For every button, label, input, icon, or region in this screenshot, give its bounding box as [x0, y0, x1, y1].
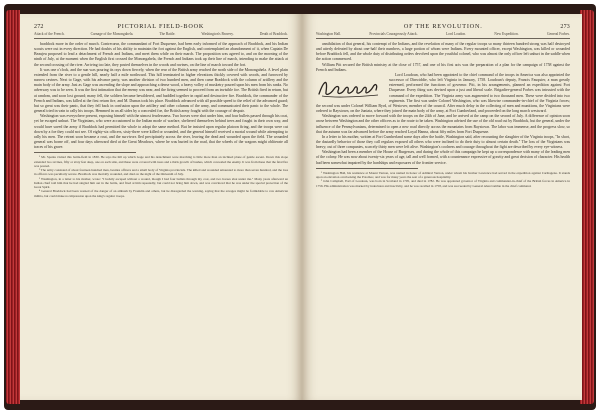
running-title: OF THE REVOLUTION.: [403, 23, 483, 30]
footnote: ² The army consisted of about fourteen hundred men, besides officers and a small body of Virginia provincials. The killed and wounded amounted to more than seven hundred, and the loss in officers was peculiarly severe. Braddock was mortally wounded, and died on the night of the thirteenth of July.: [34, 168, 288, 177]
subject-heading: Provincials Courageously Attack.: [369, 32, 418, 36]
signature-icon: [316, 74, 384, 100]
subject-heading: Lord Loudon.: [445, 32, 466, 36]
subject-heading: Death of Braddock.: [259, 32, 288, 36]
subject-headings: [316, 32, 570, 39]
right-page: [302, 14, 582, 400]
left-page-edge: [6, 10, 20, 404]
footnote: ¹ Washington Hall, his residence at Mount Vernon, was named in honor of Admiral Vernon, under whom his brother Lawrence had served in the expedition against Carthagena. It stands upon an elevation overlooking the Potomac, and was for many years the seat of a generous hospitality.: [316, 170, 570, 179]
subject-headings: [34, 32, 288, 39]
footnote-divider: [316, 168, 418, 169]
paragraph: annihilation of that general, his contempt of the Indians, and the revelation of many of the regular troops so many thirteen hundred strong was half destroyed and utterly defeated by about one-half their numbers, a large portion of whom were Indians. Every mounted officer, except Washington, was killed or wounded before Braddock fell, and the whole duty of distributing orders devolved upon the youthful colonel, who was almost the only officer left unhurt in the saddle when the action commenced.: [316, 42, 570, 62]
left-page: [20, 14, 302, 400]
running-header: [316, 23, 570, 30]
page-number: 273: [560, 24, 570, 30]
subject-heading: Washington Hall.: [316, 32, 342, 36]
subject-heading: General Forbes.: [547, 32, 570, 36]
loudoun-signature-image: [316, 74, 384, 100]
paragraph: Lord Loudoun, who had been appointed to the chief command of the troops in America was also appointed the successor of Dinwiddie, who left Virginia in January, 1758. Loudoun's deputy, Francis Fauquier, a man greatly esteemed, performed the functions of governor. Pitt, in his arrangements, planned an expedition against Fort Duquesne. Every thing was devised upon a just and liberal scale. Brigadier-general Forbes was intrusted with the command of the expedition. The Virginia army was augmented to two thousand men. These were divided into two regiments. The first was under Colonel Washington, who was likewise commander-in-chief of the Virginia forces; the second was under Colonel William Byrd, of Westover, member of the council. After much delay in the collecting of men and munitions, the Virginians were ordered to Raystown, on the Juniata, where they joined the main body of the army, at Fort Cumberland, and proceeded on the long march westward.: [316, 72, 570, 114]
running-title: PICTORIAL FIELD-BOOK: [117, 23, 205, 30]
paragraph: braddock more in the order of march. Contrecœur, the commandant of Fort Duquesne, had been early informed of the approach of Braddock, and his Indian scouts were out in every direction. He had doubts of his ability to maintain the fort against the English, and contemplated an abandonment of it, when Captain De Beaujeu proposed to lead a detachment of French and Indians, and meet them while on their march. The proposition was agreed to, and on the morning of the ninth of July, at the moment when the English first crossed the Monongahela, the French and Indians took up their line of march, intending to make the attack at the second crossing of the river. Arriving too late, they posted themselves in the woods and ravines, on the line of march toward the fort.: [34, 42, 288, 67]
right-page-edge: [580, 10, 594, 404]
footnote-divider: [34, 152, 136, 153]
subject-heading: New Expedition.: [494, 32, 519, 36]
paragraph: Washington was everywhere present, exposing himself with the utmost fearlessness. Two horses were shot under him, and four bullets passed through his coat, yet he escaped unhurt. The Virginians, who were accustomed to the Indian mode of warfare, sheltered themselves behind trees and fought in their own way, and would have saved the army if Braddock had permitted the whole to adopt the same method. But he insisted upon regular platoon firing, and the troops were cut down by a foe they could not see. Of eighty-six officers, sixty-three were killed or wounded, and the general himself received a mortal wound while attempting to rally his men. The retreat soon became a rout, and the survivors fled precipitately across the river, leaving the dead and wounded upon the field. The wounded general was borne off, and four days afterward died at the Great Meadows, where he was buried in the road, that the wheels of the wagons might obliterate all traces of his grave.: [34, 114, 288, 150]
body-text: [34, 42, 288, 150]
footnote: ³ Washington, in a letter to his mother, wrote: "I luckily escaped without a wound, though I had four bullets through my coat, and two horses shot under me." Many years afterward an Indian chief told him that he had singled him out in the battle, and fired at him repeatedly, but could not bring him down, and was convinced that he was under the special protection of the Great Spirit.: [34, 176, 288, 190]
page-number: 272: [34, 24, 44, 30]
paragraph: William Pitt secured the British ministry at the close of 1757, and one of his first acts was the preparation of a plan for the campaign of 1758 against the French and Indians.: [316, 62, 570, 72]
paragraph: Washington had been a member of the House of Burgesses, and during the whole of this campaign he kept up a correspondence with many of the leading men of the colony. He was now about twenty-six years of age, tall and well formed, with a countenance expressive of gravity and great decision of character. His health had been somewhat impaired by the hardships and exposures of the frontier service.: [316, 150, 570, 165]
book-spread: [4, 4, 596, 410]
subject-heading: The Battle.: [159, 32, 176, 36]
footnote: ² John Campbell, Earl of Loudoun, was born in Scotland in 1705, and died in 1782. He was appointed governor of Virginia and commander-in-chief of the British forces in America in 1756. His administration was marked by indecision and inactivity, and he was recalled in 1758, and was succeeded by General Abercrombie in the chief command.: [316, 179, 570, 188]
footnote: ⁴ General Braddock had been warned of the danger of an ambush by Franklin and others, but he disregarded the warning, saying that the savages might be formidable to raw American militia, but could make no impression upon the king's regular troops.: [34, 189, 288, 198]
paragraph: Washington was ordered to move forward with the troops on the 24th of June, and he arrived at the camp on the second of July. A difference of opinion soon arose between Washington and the other officers as to the route to be taken. Washington advised the use of the old road cut by Braddock, but the general, under the influence of the Pennsylvanians, determined to open a new road directly across the mountains from Raystown. The labor was immense, and the progress slow, so that the autumn was far advanced before the army reached Loyal Hanna, about fifty miles from Fort Duquesne.: [316, 114, 570, 134]
footnotes: [34, 155, 288, 198]
subject-heading: Attack of the French.: [34, 32, 65, 36]
subject-heading: Washington's Bravery.: [201, 32, 234, 36]
footnotes: [316, 171, 570, 188]
running-header: [34, 23, 288, 30]
body-text: [316, 42, 570, 166]
subject-heading: Carnage of the Monongahela.: [90, 32, 134, 36]
paragraph: In a letter to his mother, written at Fort Cumberland some days after the battle, Washington said, after recounting the slaughter of the Virginia troops, "In short, the dastardly behavior of those they call regulars exposed all others who were inclined to do their duty to almost certain death." The loss of the Virginians was heavy; out of three companies, scarcely thirty men were left alive. Washington's coolness and courage throughout the fight are described by every eye-witness.: [316, 134, 570, 150]
footnote: ¹ Mr. Sparks visited this battle-field in 1830. He says the hill up which Gage and his detachment were marching is little more than an inclined plane of gentle ascent. Down this slope extended two ravines, fifty or sixty feet deep, one on each side, and these were covered with trees and a thick growth of bushes, which concealed the enemy. It was from these that the fatal fire was poured.: [34, 155, 288, 168]
paragraph: It was one o'clock, and the sun was pouring its rays down fiercely, when the rear of the British army reached the north side of the Monongahela. A level plain extended from the river to a gentle hill, nearly half a mile northward. This hill terminated in higher elevations thickly covered with woods, and furrowed by narrow ravines. Next to Gage, with his advance party, was another division of two hundred men, and then came Braddock with the column of artillery and the main body of the army. Just as Gage was ascending the slope and approaching a dense wood, a heavy volley of musketry poured upon his men from his ranks. No adversary was to be seen. It was the first intimation that the enemy was near, and the firing seemed to proceed from an invisible foe. The British fired in return, but at random, and soon lost ground; many fell, the soldiers became bewildered, and huddled together in rapid and destructive fire. Braddock, the commander of the French and Indians, was killed at the first return fire, and M. Dumas took his place. Braddock advanced with all possible speed to the relief of the advanced guard; but so great was their panic, that they fell back in confusion upon the artillery and other columns of the army, and communicated their panic to the whole. The general tried in vain to rally his troops. Hemmed in on all sides by a concealed foe, the British army fought with the courage of despair.: [34, 67, 288, 114]
